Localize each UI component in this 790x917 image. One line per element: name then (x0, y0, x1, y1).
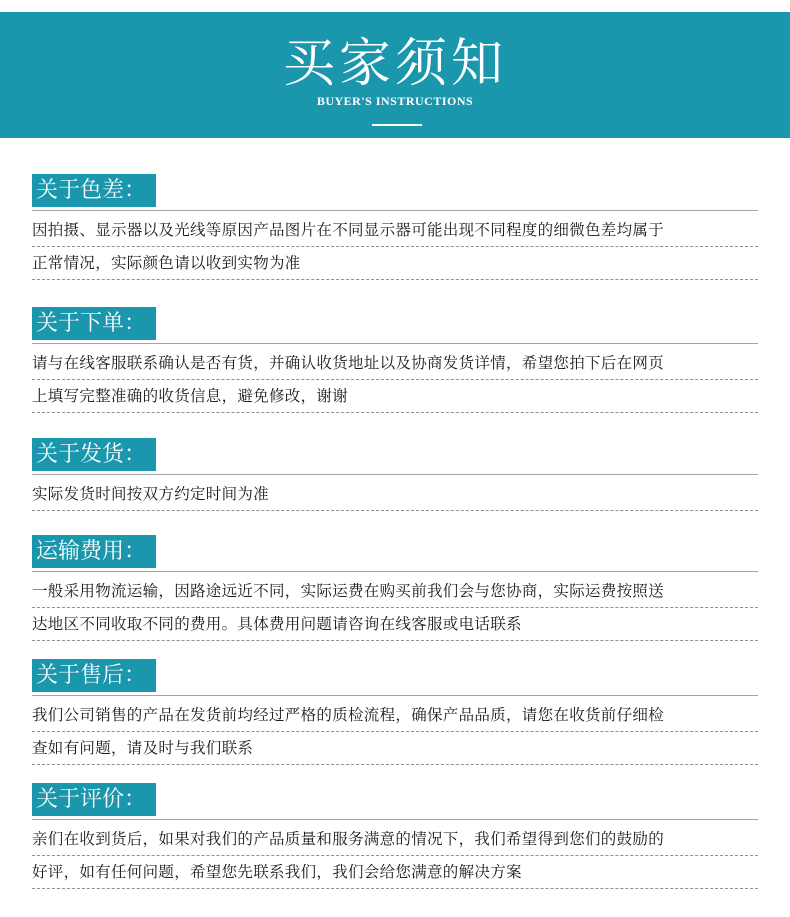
section-divider (32, 695, 758, 696)
section-label: 关于下单： (32, 307, 156, 340)
section-text-line: 一般采用物流运输，因路途远近不同，实际运费在购买前我们会与您协商，实际运费按照送 (32, 575, 758, 608)
page-title: 买家须知 (282, 34, 507, 94)
section-label: 关于评价： (32, 783, 156, 816)
title-underline (372, 124, 422, 126)
section-text-line: 好评，如有任何问题，希望您先联系我们，我们会给您满意的解决方案 (32, 856, 758, 889)
section-text-line: 查如有问题，请及时与我们联系 (32, 732, 758, 765)
page-subtitle: BUYER'S INSTRUCTIONS (316, 94, 474, 108)
section-label: 关于发货： (32, 438, 156, 471)
section-text-line: 实际发货时间按双方约定时间为准 (32, 478, 758, 511)
section-text-line: 上填写完整准确的收货信息，避免修改，谢谢 (32, 380, 758, 413)
section-text-line: 亲们在收到货后，如果对我们的产品质量和服务满意的情况下，我们希望得到您们的鼓励的 (32, 823, 758, 856)
section-label: 运输费用： (32, 535, 156, 568)
header-banner (0, 12, 790, 138)
section-text-line: 因拍摄、显示器以及光线等原因产品图片在不同显示器可能出现不同程度的细微色差均属于 (32, 214, 758, 247)
section-divider (32, 571, 758, 572)
section-text-line: 正常情况，实际颜色请以收到实物为准 (32, 247, 758, 280)
section-divider (32, 343, 758, 344)
section-divider (32, 210, 758, 211)
section-divider (32, 474, 758, 475)
section-text-line: 我们公司销售的产品在发货前均经过严格的质检流程，确保产品品质，请您在收货前仔细检 (32, 699, 758, 732)
section-text-line: 请与在线客服联系确认是否有货，并确认收货地址以及协商发货详情，希望您拍下后在网页 (32, 347, 758, 380)
section-label: 关于售后： (32, 659, 156, 692)
section-text-line: 达地区不同收取不同的费用。具体费用问题请咨询在线客服或电话联系 (32, 608, 758, 641)
section-label: 关于色差： (32, 174, 156, 207)
section-divider (32, 819, 758, 820)
